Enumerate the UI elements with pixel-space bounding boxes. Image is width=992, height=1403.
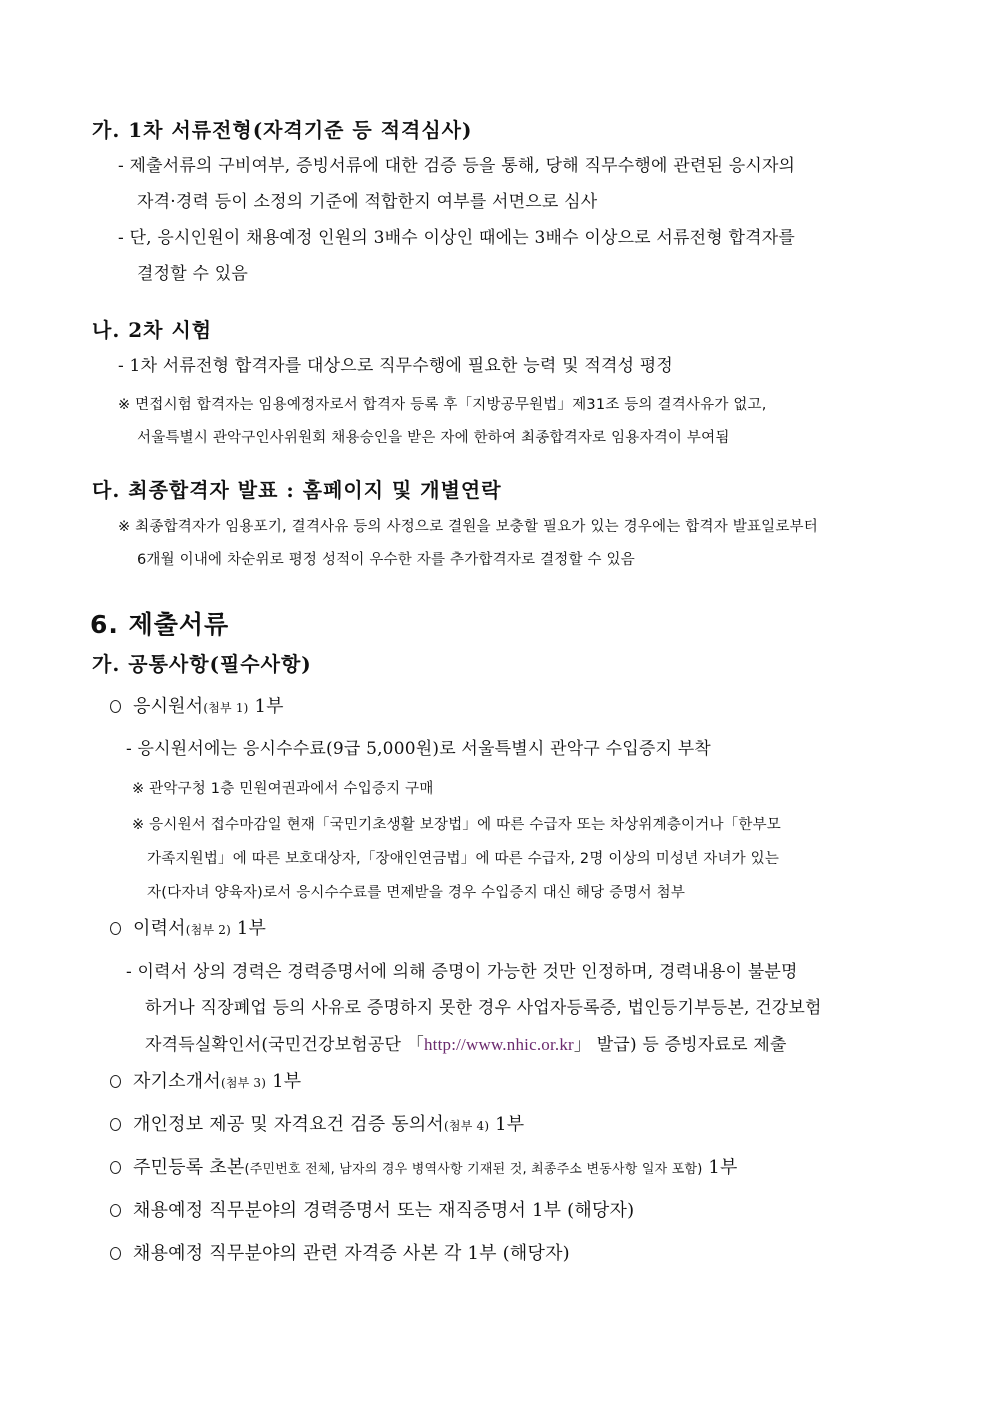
item-label: 자기소개서 [133,1071,221,1092]
item-label: 응시원서 [133,696,204,717]
item-count: 1부 [254,696,284,717]
text-line: - 단, 응시인원이 채용예정 인원의 3배수 이상인 때에는 3배수 이상으로 서류전형 합격자를 [118,228,795,248]
note-line: 자(다자녀 양육자)로서 응시수수료를 면제받을 경우 수입증지 대신 해당 증명서 첨부 [147,885,686,901]
subheading-common-requirements: 가. 공통사항(필수사항) [92,652,312,676]
circle-bullet-icon [110,1118,121,1131]
circle-bullet-icon [110,1204,121,1217]
text-line: - 1차 서류전형 합격자를 대상으로 직무수행에 필요한 능력 및 적격성 평정 [118,356,674,376]
note-line: ※ 응시원서 접수마감일 현재「국민기초생활 보장법」에 따른 수급자 또는 차상위계층이거나「한부모 [132,817,781,833]
item-count: 1부 [708,1157,738,1178]
text-after-link: 」 발급) 등 증빙자료로 제출 [573,1035,787,1055]
item-attachment: (첨부 2) [185,923,231,937]
section-title-documents: 6. 제출서류 [90,610,230,639]
circle-bullet-icon [110,700,121,713]
nhic-link[interactable]: http://www.nhic.or.kr [423,1035,574,1054]
item-label: 개인정보 제공 및 자격요건 검증 동의서 [133,1114,445,1135]
item-label: 주민등록 초본 [133,1157,245,1178]
doc-item-resume [110,920,266,938]
item-label: 채용예정 직무분야의 관련 자격증 사본 각 1부 (해당자) [133,1243,570,1264]
doc-item-application [110,698,284,716]
note-line: 서울특별시 관악구인사위원회 채용승인을 받은 자에 한하여 최종합격자로 임용자격이 부여됨 [137,430,730,446]
note-line: 가족지원법」에 따른 보호대상자,「장애인연금법」에 따른 수급자, 2명 이상의 미성년 자녀가 있는 [147,851,780,867]
text-line: - 제출서류의 구비여부, 증빙서류에 대한 검증 등을 통해, 당해 직무수행에 관련된 응시자의 [118,156,796,176]
item-attachment: (첨부 3) [220,1076,267,1090]
heading-na-second-exam: 나. 2차 시험 [92,318,213,342]
item-attachment: (첨부 4) [444,1119,490,1133]
circle-bullet-icon [110,922,121,935]
text-line: - 이력서 상의 경력은 경력증명서에 의해 증명이 가능한 것만 인정하며, 경력내용이 불분명 [126,962,798,982]
circle-bullet-icon [110,1161,121,1174]
doc-item-career-certificate [110,1202,634,1220]
note-line: ※ 관악구청 1층 민원여권과에서 수입증지 구매 [132,781,434,797]
note-line: ※ 면접시험 합격자는 임용예정자로서 합격자 등록 후「지방공무원법」제31조 등의 결격사유가 없고, [118,397,767,413]
text-line-with-link [145,1036,787,1054]
text-before-link: 자격득실확인서(국민건강보험공단 「 [145,1035,424,1055]
circle-bullet-icon [110,1247,121,1260]
heading-ga-first-screening: 가. 1차 서류전형(자격기준 등 적격심사) [92,118,473,142]
doc-item-privacy-consent [110,1116,524,1134]
item-attachment: (첨부 1) [203,701,249,715]
circle-bullet-icon [110,1075,121,1088]
item-label: 이력서 [133,918,186,939]
doc-item-resident-registration [110,1159,738,1177]
item-count: 1부 [272,1071,302,1092]
doc-item-license-copy [110,1245,570,1263]
text-line: 자격·경력 등이 소정의 기준에 적합한지 여부를 서면으로 심사 [137,192,598,212]
text-line: - 응시원서에는 응시수수료(9급 5,000원)로 서울특별시 관악구 수입증지 부착 [126,739,711,759]
doc-item-self-introduction [110,1073,301,1091]
heading-da-final-announcement: 다. 최종합격자 발표 : 홈페이지 및 개별연락 [92,478,502,502]
text-line: 결정할 수 있음 [137,264,248,284]
note-line: ※ 최종합격자가 임용포기, 결격사유 등의 사정으로 결원을 보충할 필요가 있는 경우에는 합격자 발표일로부터 [118,519,818,535]
text-line: 하거나 직장폐업 등의 사유로 증명하지 못한 경우 사업자등록증, 법인등기부등본, 건강보험 [145,998,822,1018]
note-line: 6개월 이내에 차순위로 평정 성적이 우수한 자를 추가합격자로 결정할 수 있음 [137,552,635,568]
item-label: 채용예정 직무분야의 경력증명서 또는 재직증명서 1부 (해당자) [133,1200,635,1221]
item-attachment: (주민번호 전체, 남자의 경우 병역사항 기재된 것, 최종주소 변동사항 일자 포함) [244,1162,703,1177]
item-count: 1부 [236,918,267,939]
item-count: 1부 [495,1114,525,1135]
